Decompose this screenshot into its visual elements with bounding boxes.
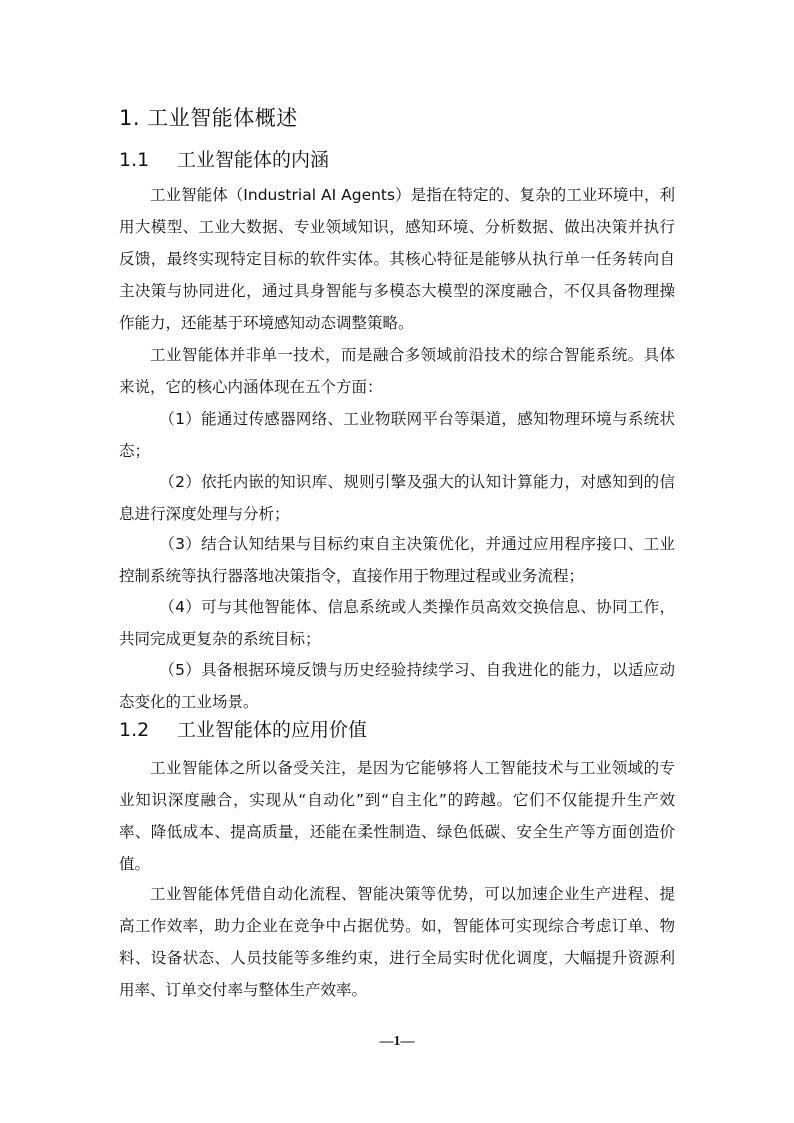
paragraph-value-2: 工业智能体凭借自动化流程、智能决策等优势，可以加速企业生产进程、提高工作效率，助力企业在竞争中占据优势。如，智能体可实现综合考虑订单、物料、设备状态、人员技能等多维约束，进行全局实时优化调度，大幅提升资源利用率、订单交付率与整体生产效率。 (119, 885, 675, 999)
list-item-4: （4）可与其他智能体、信息系统或人类操作员高效交换信息、协同工作，共同完成更复杂的系统目标； (119, 598, 675, 648)
section-number: 1.1 (119, 149, 150, 171)
list-item-3: （3）结合认知结果与目标约束自主决策优化，并通过应用程序接口、工业控制系统等执行器落地决策指令，直接作用于物理过程或业务流程； (119, 535, 675, 585)
paragraph-definition: 工业智能体（Industrial AI Agents）是指在特定的、复杂的工业环境中，利用大模型、工业大数据、专业领域知识，感知环境、分析数据、做出决策并执行反馈，最终实现特定目标的软件实体。其核心特征是能够从执行单一任务转向自主决策与协同进化，通过具身智能与多模态大模型的深度融合，不仅具备物理操作能力，还能基于环境感知动态调整策略。 (119, 186, 675, 332)
paragraph-intro-five-aspects: 工业智能体并非单一技术，而是融合多领域前沿技术的综合智能系统。具体来说，它的核心内涵体现在五个方面： (119, 346, 675, 396)
section-heading-1-1 (119, 147, 329, 173)
list-item-5: （5）具备根据环境反馈与历史经验持续学习、自我进化的能力，以适应动态变化的工业场景。 (119, 661, 675, 711)
list-item-1: （1）能通过传感器网络、工业物联网平台等渠道，感知物理环境与系统状态； (119, 410, 675, 460)
chapter-title: 1. 工业智能体概述 (119, 106, 298, 130)
section-number: 1.2 (119, 719, 150, 741)
section-heading-1-2 (119, 717, 367, 743)
paragraph-value-1: 工业智能体之所以备受关注，是因为它能够将人工智能技术与工业领域的专业知识深度融合，实现从“自动化”到“自主化”的跨越。它们不仅能提升生产效率、降低成本、提高质量，还能在柔性制造、绿色低碳、安全生产等方面创造价值。 (119, 759, 675, 873)
list-item-2: （2）依托内嵌的知识库、规则引擎及强大的认知计算能力，对感知到的信息进行深度处理与分析； (119, 473, 675, 523)
section-title: 工业智能体的应用价值 (177, 719, 368, 741)
section-title: 工业智能体的内涵 (177, 149, 330, 171)
page-number: —1— (379, 1034, 415, 1049)
